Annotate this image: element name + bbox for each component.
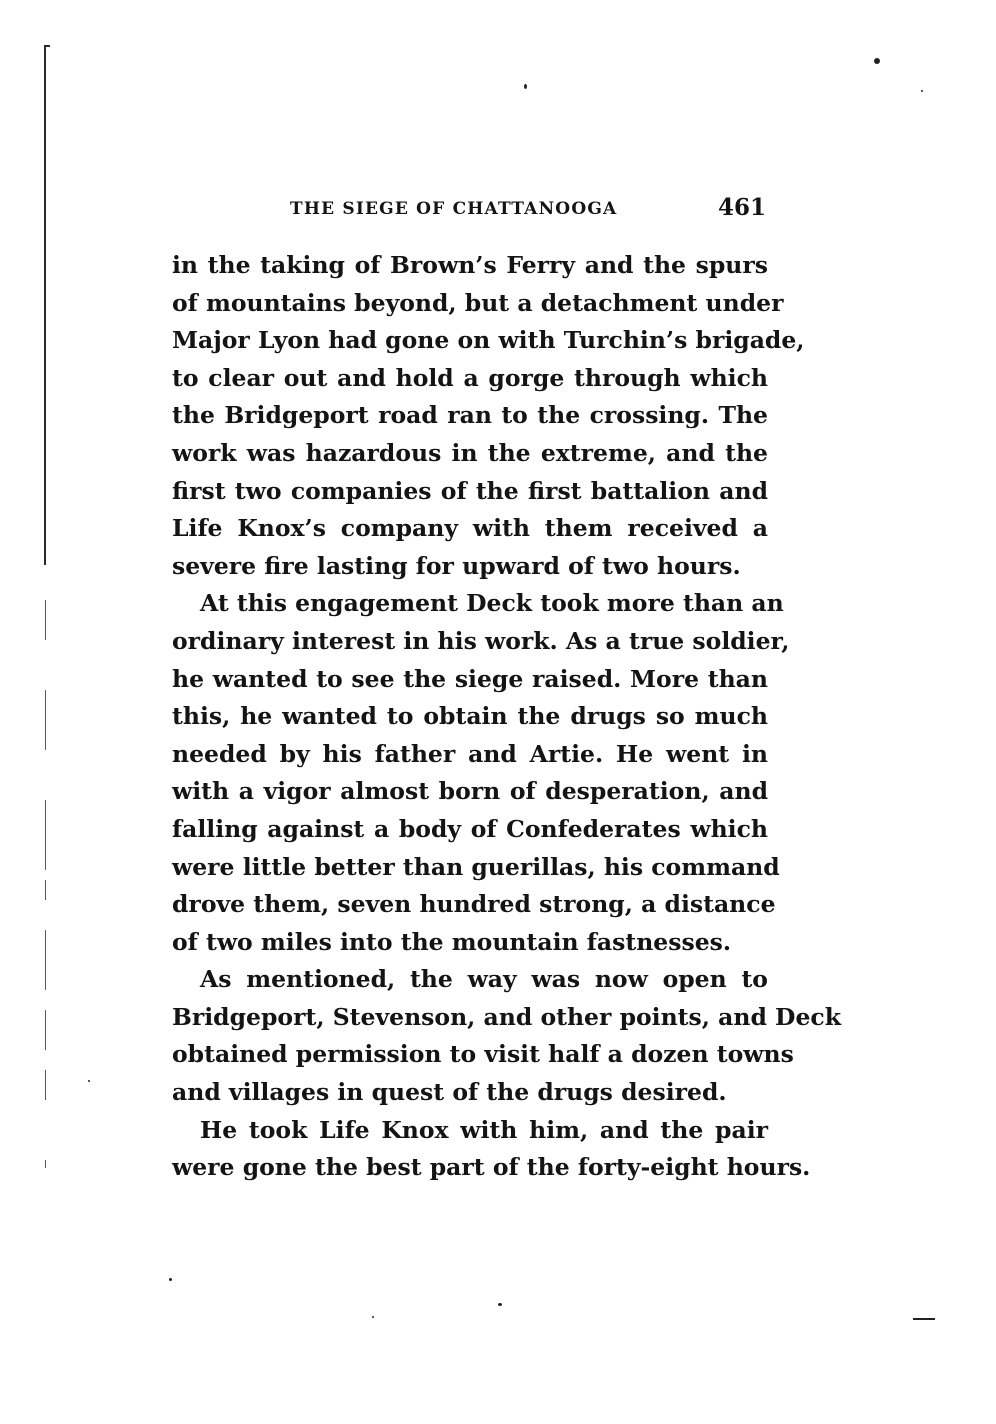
text-line: As mentioned, the way was now open to (200, 965, 768, 994)
text-line: severe fire lasting for upward of two hours. (172, 551, 741, 580)
paragraph (172, 1112, 811, 1187)
scan-speck (874, 58, 880, 64)
text-line: in the taking of Brown’s Ferry and the spurs (172, 251, 768, 279)
text-line: with a vigor almost born of desperation, and (172, 777, 768, 806)
text-line: work was hazardous in the extreme, and the (172, 438, 768, 467)
text-line: were gone the best part of the forty-eight hours. (172, 1153, 811, 1182)
text-line: first two companies of the first battalion and (172, 476, 768, 505)
scan-speck (498, 1303, 502, 1306)
text-line: this, he wanted to obtain the drugs so much (172, 702, 768, 731)
binding-edge-mark (45, 690, 46, 750)
binding-edge-mark (45, 600, 46, 640)
text-line: Life Knox’s company with them received a (172, 514, 768, 543)
binding-edge-mark (45, 1160, 46, 1168)
scan-speck (921, 90, 923, 92)
text-line: of two miles into the mountain fastnesses. (172, 927, 732, 956)
binding-edge-mark (45, 880, 46, 900)
binding-edge-mark (45, 800, 46, 870)
binding-edge-tick (44, 45, 50, 47)
scan-speck (524, 84, 527, 89)
text-line: falling against a body of Confederates which (172, 814, 768, 843)
scan-speck (88, 1080, 90, 1082)
text-line: to clear out and hold a gorge through which (172, 363, 768, 392)
text-line: of mountains beyond, but a detachment under (172, 288, 784, 317)
paragraph (172, 961, 841, 1111)
text-line: obtained permission to visit half a dozen towns (172, 1040, 794, 1069)
text-line: he wanted to see the siege raised. More than (172, 664, 768, 693)
text-line: drove them, seven hundred strong, a distance (172, 890, 776, 919)
running-head: THE SIEGE OF CHATTANOOGA (290, 199, 618, 219)
binding-edge-mark (45, 930, 46, 990)
body-text (172, 247, 841, 1187)
text-line: Bridgeport, Stevenson, and other points, and Deck (172, 1002, 841, 1031)
scan-speck (372, 1316, 374, 1318)
text-line: Major Lyon had gone on with Turchin’s brigade, (172, 326, 805, 355)
binding-edge-line (44, 45, 46, 565)
text-line: and villages in quest of the drugs desired. (172, 1078, 727, 1107)
page-number: 461 (717, 194, 766, 221)
text-line: were little better than guerillas, his command (172, 852, 780, 881)
binding-edge-mark (45, 1070, 46, 1100)
paragraph (172, 247, 805, 585)
text-line: At this engagement Deck took more than an (200, 589, 784, 618)
page-header (172, 196, 768, 226)
scan-speck (169, 1278, 172, 1281)
text-line: He took Life Knox with him, and the pair (200, 1115, 768, 1144)
scan-speck (913, 1318, 935, 1320)
paragraph (172, 585, 790, 961)
text-line: the Bridgeport road ran to the crossing. The (172, 401, 768, 430)
text-line: needed by his father and Artie. He went in (172, 739, 768, 768)
binding-edge-mark (45, 1010, 46, 1050)
text-line: ordinary interest in his work. As a true soldier, (172, 626, 790, 655)
